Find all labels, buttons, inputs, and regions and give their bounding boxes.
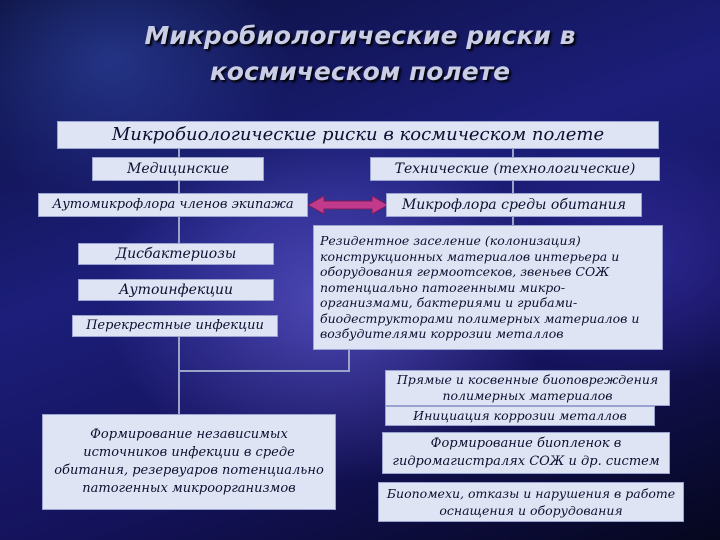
root-box bbox=[57, 121, 659, 149]
colonization-text: Резидентное заселение (колонизация) конструкционных материалов интерьера и оборудования гермоотсеков, звеньев СОЖ потенциально патогенными микро-организмами, бактериями и грибами-биодеструкторами полимерных материалов и возбудителями коррозии металлов bbox=[320, 233, 640, 342]
technical-label: Технические (технологические) bbox=[394, 161, 636, 177]
medical-box bbox=[92, 157, 264, 181]
root-label: Микробиологические риски в космическом полете bbox=[111, 124, 605, 145]
independent-sources-label: Формирование независимых источников инфекции в среде обитания, резервуаров потенциально патогенных микроорганизмов bbox=[54, 427, 324, 496]
colonization-box bbox=[313, 225, 663, 350]
biodamage-label: Прямые и косвенные биоповреждения полимерных материалов bbox=[396, 372, 659, 403]
corrosion-label: Инициация коррозии металлов bbox=[413, 408, 627, 423]
slide-title-line-2: космическом полете bbox=[209, 57, 511, 86]
dysbacteriosis-label: Дисбактериозы bbox=[115, 246, 237, 262]
biodamage-box bbox=[385, 370, 670, 406]
cross-infections-label: Перекрестные инфекции bbox=[86, 318, 264, 333]
habitat-microflora-box bbox=[386, 193, 642, 217]
cross-infections-box bbox=[72, 315, 278, 337]
autoinfections-label: Аутоинфекции bbox=[118, 282, 234, 298]
technical-box bbox=[370, 157, 660, 181]
crew-microflora-label: Аутомикрофлора членов экипажа bbox=[52, 197, 294, 212]
habitat-microflora-label: Микрофлора среды обитания bbox=[401, 197, 627, 213]
corrosion-box bbox=[385, 406, 655, 426]
medical-label: Медицинские bbox=[126, 161, 230, 177]
dysbacteriosis-box bbox=[78, 243, 274, 265]
biofilms-box bbox=[382, 432, 670, 474]
malfunctions-label: Биопомехи, отказы и нарушения в работе оснащения и оборудования bbox=[386, 486, 676, 518]
independent-sources-box bbox=[42, 414, 336, 510]
slide-title-line-1: Микробиологические риски в bbox=[144, 21, 576, 50]
malfunctions-box bbox=[378, 482, 684, 522]
autoinfections-box bbox=[78, 279, 274, 301]
crew-microflora-box bbox=[38, 193, 308, 217]
biofilms-label: Формирование биопленок в гидромагистралях СОЖ и др. систем bbox=[392, 436, 660, 469]
